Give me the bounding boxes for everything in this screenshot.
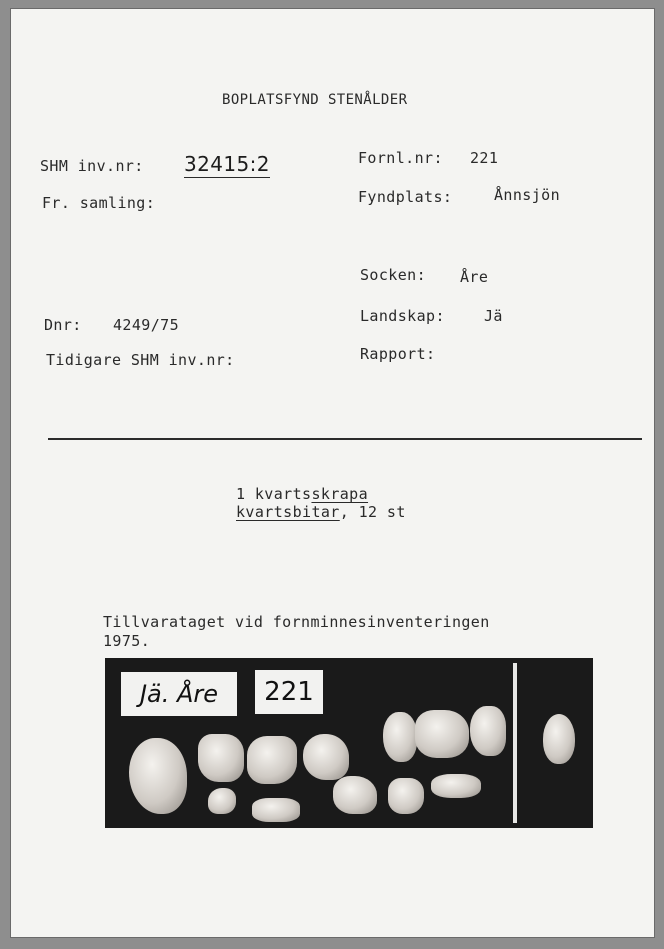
landskap-label: Landskap: [360,307,445,325]
quartz-stone [333,776,377,814]
quartz-stone [208,788,236,814]
dnr-label: Dnr: [44,316,82,334]
quartz-stone [303,734,349,780]
quartz-stone [415,710,469,758]
photo-place-label: Jä. Åre [121,672,237,716]
dnr-value: 4249/75 [113,316,180,334]
rapport-label: Rapport: [360,345,436,363]
fyndplats-value: Ånnsjön [494,186,561,204]
landskap-value: Jä [484,307,503,325]
quartz-stone [383,712,417,762]
shm-inv-label: SHM inv.nr: [40,157,144,175]
finds-line-2 [236,503,406,521]
finds-line-1-prefix: 1 kvarts [236,485,312,503]
shm-inv-value: 32415:2 [184,152,270,176]
horizontal-divider [48,438,642,440]
quartz-stone [252,798,300,822]
finds-line-1-item: skrapa [311,485,369,503]
finds-line-1 [236,485,368,503]
fornl-value: 221 [470,149,499,167]
quartz-stone [543,714,575,764]
finds-photograph [105,658,593,828]
socken-label: Socken: [360,266,427,284]
tidigare-shm-label: Tidigare SHM inv.nr: [46,351,235,369]
quartz-stone [431,774,481,798]
note-line-2: 1975. [103,632,151,650]
quartz-stone [388,778,424,814]
quartz-stone [198,734,244,782]
quartz-stone [129,738,187,814]
fyndplats-label: Fyndplats: [358,188,453,206]
finds-line-2-suffix: , 12 st [339,503,406,521]
note-line-1: Tillvarataget vid fornminnesinventeringen [103,613,490,631]
catalog-card [10,8,655,938]
samling-label: Fr. samling: [42,194,156,212]
socken-value: Åre [460,268,489,286]
fornl-label: Fornl.nr: [358,149,443,167]
quartz-stone [470,706,506,756]
card-title: BOPLATSFYND STENÅLDER [222,92,408,108]
finds-line-2-item: kvartsbitar [236,503,340,521]
photo-number-label: 221 [255,670,323,714]
quartz-stone [247,736,297,784]
photo-divider-line [513,663,517,823]
